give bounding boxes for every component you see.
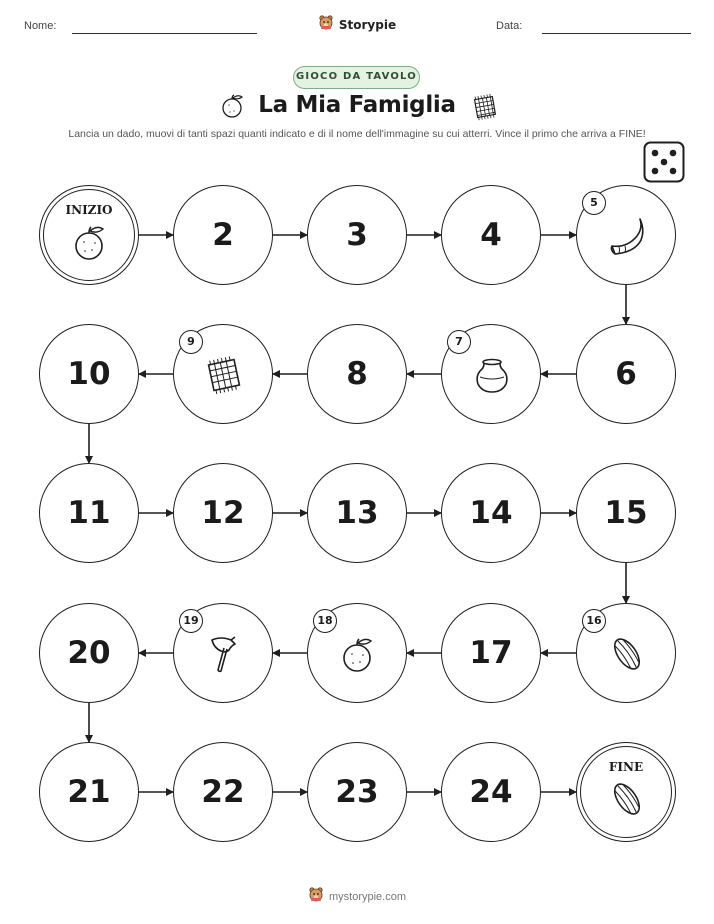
date-label: Data: bbox=[496, 20, 523, 32]
instructions: Lancia un dado, muovi di tanti spazi quanti indicato e di il nome dell'immagine su cui atterri. Vince il primo che arriva a FINE! bbox=[68, 128, 646, 140]
board-space-22 bbox=[173, 742, 273, 842]
orange-icon bbox=[70, 222, 110, 262]
bear-mascot-icon bbox=[308, 886, 324, 907]
footer bbox=[0, 886, 714, 907]
space-number-badge: 7 bbox=[447, 330, 471, 354]
pot-icon bbox=[472, 355, 512, 395]
board-space-21 bbox=[39, 742, 139, 842]
space-number: 17 bbox=[469, 635, 513, 671]
board-space-19 bbox=[173, 603, 273, 703]
space-number: 12 bbox=[201, 495, 245, 531]
space-number-badge: 18 bbox=[313, 609, 337, 633]
board-space-7 bbox=[441, 324, 541, 424]
space-number: 8 bbox=[346, 356, 368, 392]
board-space-24 bbox=[441, 742, 541, 842]
board-space-3 bbox=[307, 185, 407, 285]
space-number: 22 bbox=[201, 774, 245, 810]
finish-space bbox=[576, 742, 676, 842]
board-space-14 bbox=[441, 463, 541, 563]
board-space-4 bbox=[441, 185, 541, 285]
board-space-12 bbox=[173, 463, 273, 563]
seed-icon bbox=[607, 634, 647, 674]
space-number-badge: 16 bbox=[582, 609, 606, 633]
space-number: 14 bbox=[469, 495, 513, 531]
brand-name: Storypie bbox=[338, 17, 397, 32]
space-number: 24 bbox=[469, 774, 513, 810]
space-number: 6 bbox=[615, 356, 637, 392]
space-number: 15 bbox=[604, 495, 648, 531]
board-space-2 bbox=[173, 185, 273, 285]
game-type-badge: GIOCO DA TAVOLO bbox=[293, 66, 420, 89]
board-space-11 bbox=[39, 463, 139, 563]
start-label: INIZIO bbox=[65, 203, 113, 217]
space-number: 2 bbox=[212, 217, 234, 253]
orange-icon bbox=[338, 634, 378, 674]
finish-label: FINE bbox=[608, 760, 644, 774]
board-space-13 bbox=[307, 463, 407, 563]
space-number: 20 bbox=[67, 635, 111, 671]
board-space-17 bbox=[441, 603, 541, 703]
page-title: La Mia Famiglia bbox=[258, 92, 456, 118]
space-number: 3 bbox=[346, 217, 368, 253]
footer-url[interactable]: mystorypie.com bbox=[328, 890, 407, 903]
space-number: 13 bbox=[335, 495, 379, 531]
board-space-20 bbox=[39, 603, 139, 703]
board-space-18 bbox=[307, 603, 407, 703]
horn-icon bbox=[607, 216, 647, 256]
space-number: 11 bbox=[67, 495, 111, 531]
name-label: Nome: bbox=[24, 20, 57, 32]
space-number-badge: 19 bbox=[179, 609, 203, 633]
seed-icon bbox=[607, 779, 647, 819]
board-space-5 bbox=[576, 185, 676, 285]
axe-icon bbox=[204, 634, 244, 674]
board-space-6 bbox=[576, 324, 676, 424]
board-space-9 bbox=[173, 324, 273, 424]
board-space-23 bbox=[307, 742, 407, 842]
board-space-15 bbox=[576, 463, 676, 563]
mat-icon bbox=[204, 355, 244, 395]
space-number-badge: 9 bbox=[179, 330, 203, 354]
space-number: 4 bbox=[480, 217, 502, 253]
board-space-10 bbox=[39, 324, 139, 424]
start-space bbox=[39, 185, 139, 285]
space-number: 21 bbox=[67, 774, 111, 810]
board-space-8 bbox=[307, 324, 407, 424]
space-number: 23 bbox=[335, 774, 379, 810]
space-number: 10 bbox=[67, 356, 111, 392]
board-space-16 bbox=[576, 603, 676, 703]
space-number-badge: 5 bbox=[582, 191, 606, 215]
